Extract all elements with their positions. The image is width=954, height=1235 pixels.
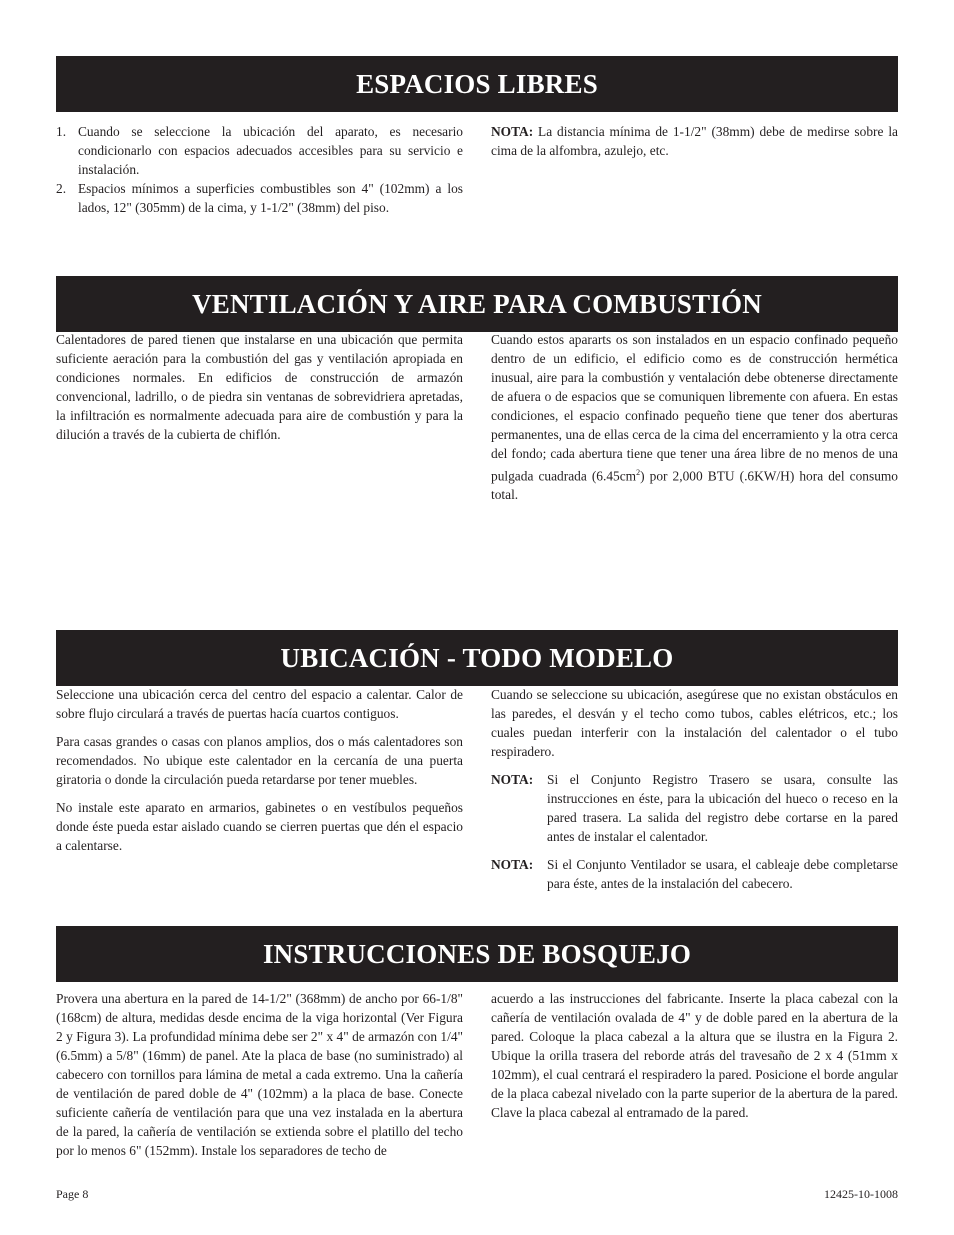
document-number: 12425-10-1008 [824,1187,898,1201]
paragraph: acuerdo a las instrucciones del fabricante. Inserte la placa cabezal con la cañería de ventilación ovalada de 4" y de doble pared en la abertura de la pared. Coloque la placa cabezal a la altura que se ilustra en la Figura 2. Ubique la orilla trasera del reborde atrás del travesaño de 2 x 4 (51mm x 102mm), el cual centrará el respiradero la pared. Posicione el borde angular de la placa cabezal nivelado con la parte superior de la abertura de la pared. Clave la placa cabezal al entramado de la pared. [491,991,898,1120]
nota-label: NOTA: [491,772,534,787]
superscript: 2 [636,468,641,477]
nota-paragraph [491,122,898,160]
paragraph: No instale este aparato en armarios, gabinetes o en vestíbulos pequeños donde éste pueda estar aislado cuando se cierren puertas que dén el espacio a calentarse. [56,800,463,853]
nota-text: La distancia mínima de 1-1/2" (38mm) debe de medirse sobre la cima de la alfombra, azulejo, etc. [491,124,898,158]
paragraph [491,330,898,504]
list-text: Espacios mínimos a superficies combustibles son 4" (102mm) a los lados, 12" (305mm) de la cima, y 1-1/2" (38mm) del piso. [78,181,463,215]
page-number: Page 8 [56,1187,89,1201]
espacios-list [56,122,463,217]
section-title-ubicacion: UBICACIÓN - TODO MODELO [56,630,898,686]
list-number: 2. [56,181,67,196]
list-item [56,179,463,217]
nota-block [491,770,898,846]
paragraph: Seleccione una ubicación cerca del centro del espacio a calentar. Calor de sobre flujo circulará a través de puertas hacía cuartos contiguos. [56,687,463,721]
paragraph: Cuando se seleccione su ubicación, asegúrese que no existan obstáculos en las paredes, el desván y el techo como tubos, cables elétricos, etc.; los cuales puedan interferir con la instalación del calentador o el tubo respiradero. [491,687,898,759]
nota-block [491,855,898,893]
paragraph-text: Cuando estos apararts os son instalados en un espacio confinado pequeño dentro de un edificio, el edificio como es de construcción hermética inusual, aire para la combustión y ventalación debe obtenerse directamente de afuera o de espacios que se comuniquen libremente con afuera. En estas condiciones, el espacio confinado pequeño tiene que tener dos aberturas permanentes, una de ellas cerca de la cima del encerramiento y la otra cerca del fondo; cada abertura tiene que tener una área libre de no menos de una pulgada cuadrada (6.45cm [491,332,898,484]
ventilacion-right-column [491,330,898,513]
ubicacion-left-column [56,685,463,864]
section-title-ventilacion: VENTILACIÓN Y AIRE PARA COMBUSTIÓN [56,276,898,332]
ventilacion-left-column [56,330,463,453]
paragraph: Calentadores de pared tienen que instalarse en una ubicación que permita suficiente aeración para la combustión del gas y ventilación apropiada en condiciones normales. En edificios de construcción de armazón convencional, ladrillo, o de piedra sin ventanas de sobrevidriera apretadas, la infiltración es normalmente adecuada para aire de combustión y para la dilución a través de la cubierta de chiflón. [56,332,463,442]
nota-text: Si el Conjunto Registro Trasero se usara, consulte las instrucciones en éste, para la ubicación del hueco o receso en la pared trasera. La salida del registro debe cortarse en la pared antes de instalar el calentador. [547,772,898,844]
espacios-nota-column [491,122,898,169]
nota-label: NOTA: [491,857,534,872]
paragraph: Para casas grandes o casas con planos amplios, dos o más calentadores son recomendados. No ubique este calentador en la cercanía de una puerta giratoria o donde la circulación pueda retardarse por tener muebles. [56,734,463,787]
ubicacion-right-column [491,685,898,902]
bosquejo-right-column [491,989,898,1131]
paragraph: Provera una abertura en la pared de 14-1/2" (368mm) de ancho por 66-1/8" (168cm) de altura, medidas desde encima de la viga horizontal (Ver Figura 2 y Figura 3). La profundidad mínima debe ser 2" x 4" de armazón con 1/4" (6.5mm) a 5/8" (16mm) de panel. Ate la placa de base (no suministrado) al cabecero con tornillos para lámina de metal a cada extremo. Una la cañería de ventilación de pared doble de 4" (102mm) a la placa de base. Conecte suficiente cañería de ventilación para que una vez instalada en la abertura de la pared, la cañería de ventilación se extienda sobre el platillo del techo por lo menos 6" (152mm). Instale los separadores de techo de [56,991,463,1158]
list-item [56,122,463,179]
nota-text: Si el Conjunto Ventilador se usara, el cableaje debe completarse para éste, antes de la instalación del cabecero. [547,857,898,891]
section-title-bosquejo: INSTRUCCIONES DE BOSQUEJO [56,926,898,982]
nota-label: NOTA: [491,124,534,139]
list-number: 1. [56,124,67,139]
section-title-espacios: ESPACIOS LIBRES [56,56,898,112]
bosquejo-left-column [56,989,463,1169]
list-text: Cuando se seleccione la ubicación del aparato, es necesario condicionarlo con espacios adecuados accesibles para su servicio e instalación. [78,124,463,177]
paragraph-text-end: ) por 2,000 BTU (.6KW/H) hora del consumo total. [491,468,898,503]
espacios-list-column [56,122,463,217]
